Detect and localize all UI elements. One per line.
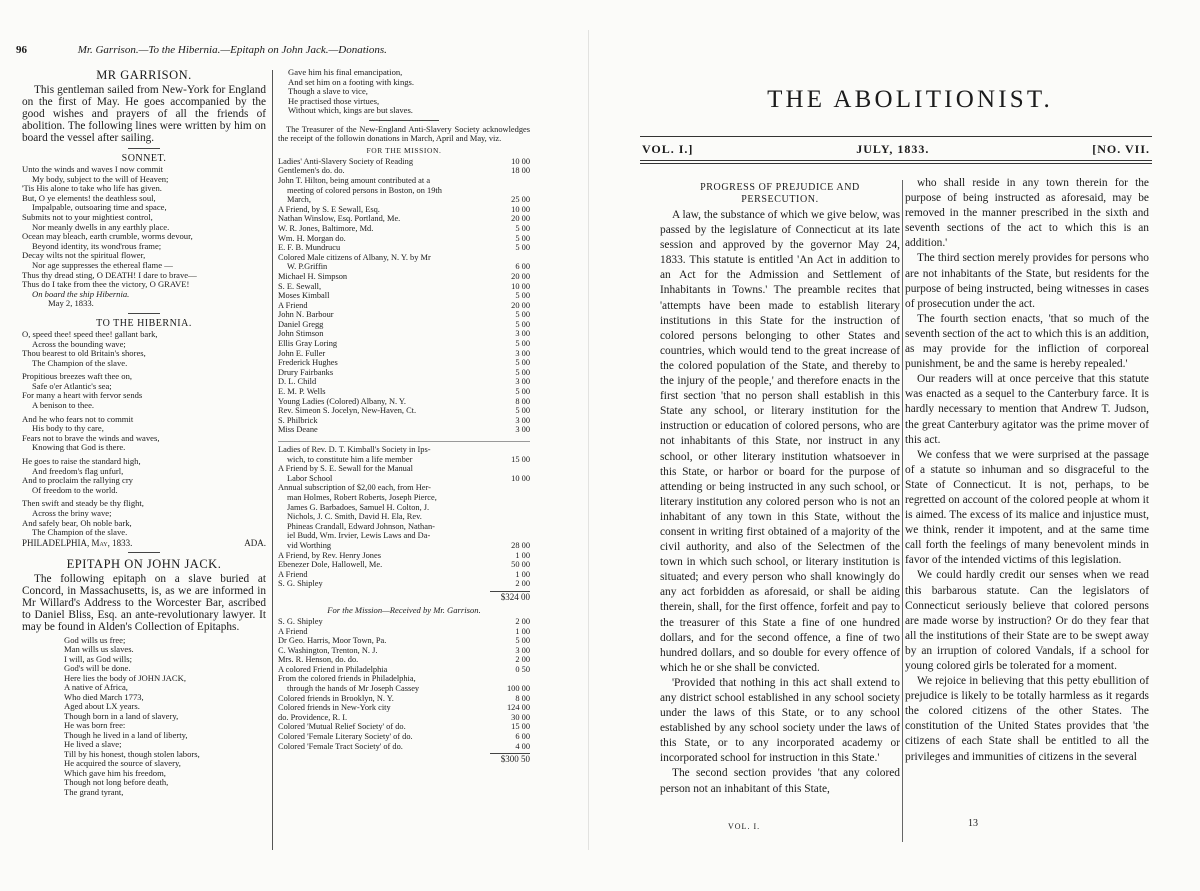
donor-name: John Stimson <box>278 329 324 339</box>
donation-row <box>278 674 530 684</box>
donation-amount: 5 00 <box>515 243 530 253</box>
divider <box>128 313 160 314</box>
donation-row <box>278 272 530 282</box>
donation-amount: 3 00 <box>515 348 530 358</box>
hibernia-place-date: PHILADELPHIA, May, 1833. <box>22 537 133 548</box>
donation-row <box>278 387 530 397</box>
verse-line: The Champion of the slave. <box>32 357 128 368</box>
donation-amount <box>496 483 530 493</box>
article-paragraph: The second section provides 'that any colored person not an inhabitant of this State, <box>660 767 900 795</box>
donation-row <box>278 176 530 186</box>
sonnet-place: On board the ship Hibernia. <box>32 288 130 299</box>
donor-name: Labor School <box>287 473 333 483</box>
donation-row <box>278 722 530 732</box>
divider <box>128 552 160 553</box>
donation-row <box>278 339 530 349</box>
article-paragraph: We could hardly credit our senses when we read this barbarous statute. Can the legislators of Connecticut seriously believe that colored persons are made worse by instruction? Or do they fear that all the institutions of their State are to be swept away by an irruption of colored Vandals, if a school for young colored girls be tolerated for a moment. <box>905 569 1149 672</box>
donor-name: March, <box>287 195 311 205</box>
verse-line: Across the bounding wave; <box>32 338 126 349</box>
donation-row <box>278 684 530 694</box>
donor-name: wich, to constitute him a life member <box>287 454 413 464</box>
donations-list-3 <box>278 617 530 751</box>
article-paragraph: We confess that we were surprised at the passage of a statute so inhuman and so disgraceful to the State of Connecticut. It is not, perhaps, to be regretted on account of the colored people at whom it is aimed. The excess of its malice and injustice must, we think, render it impotent, and at the same time call forth the feelings of many benevolent minds in favor of the intended victims of this legislation. <box>905 448 1149 567</box>
donation-row <box>278 406 530 416</box>
donation-row <box>278 282 530 292</box>
donation-amount: 20 00 <box>511 214 530 224</box>
donation-row <box>278 234 530 244</box>
left-page <box>0 0 580 891</box>
donor-name: Gentlemen's do. do. <box>278 166 345 176</box>
donor-name: From the colored friends in Philadelphia, <box>278 674 416 684</box>
page-gutter <box>588 30 589 850</box>
donation-row <box>278 646 530 656</box>
verse-line: But, O ye elements! the deathless soul, <box>22 192 156 203</box>
verse-line: Thus thy dread sting, O DEATH! I dare to brave— <box>22 269 197 280</box>
donor-name: W. P.Griffin <box>287 262 328 272</box>
epitaph-line: The grand tyrant, <box>64 786 124 797</box>
verse-line: He goes to raise the standard high, <box>22 456 141 467</box>
donation-amount: 1 00 <box>515 550 530 560</box>
donation-row <box>278 397 530 407</box>
donor-name: Ladies' Anti-Slavery Society of Reading <box>278 156 414 166</box>
verse-line: 'Tis His alone to take who life has given. <box>22 183 162 194</box>
donation-amount: 28 00 <box>511 540 530 550</box>
verse-line: And to proclaim the rallying cry <box>22 475 133 486</box>
donation-row <box>278 665 530 675</box>
donor-name: meeting of colored persons in Boston, on 19th <box>287 185 442 195</box>
epitaph-line: Here lies the body of JOHN JACK, <box>64 672 186 683</box>
donation-row <box>278 655 530 665</box>
donation-amount: 10 00 <box>511 281 530 291</box>
donation-amount: 5 00 <box>515 223 530 233</box>
donor-name: S. E. Sewall, <box>278 281 322 291</box>
epitaph-line: Without which, kings are but slaves. <box>288 105 413 116</box>
donor-name: Nathan Winslow, Esq. Portland, Me. <box>278 214 401 224</box>
article-paragraph: We rejoice in believing that this petty ebullition of prejudice is likely to be totally harmless as it regards the colored citizens of the other States. The constitution of the United States provides that 'the citizens of each State shall be entitled to all the privileges and immunities of citizens in the several <box>905 675 1149 763</box>
epitaph-lines-continued <box>278 68 530 116</box>
donor-name: Daniel Gregg <box>278 319 324 329</box>
donation-row <box>278 368 530 378</box>
donation-row <box>278 474 530 484</box>
donation-row <box>278 425 530 435</box>
donor-name: Moses Kimball <box>278 291 330 301</box>
page-number: 96 <box>16 44 27 56</box>
donor-name: Ebenezer Dole, Hallowell, Me. <box>278 560 383 570</box>
donation-amount: 3 00 <box>515 377 530 387</box>
issue-line <box>642 142 1150 157</box>
epitaph-line: Till by his honest, though stolen labors, <box>64 748 200 759</box>
donation-amount: 3 00 <box>515 329 530 339</box>
donation-row <box>278 416 530 426</box>
donor-name: Colored friends in Brooklyn, N. Y. <box>278 693 394 703</box>
donation-amount: 5 00 <box>515 233 530 243</box>
donation-row <box>278 329 530 339</box>
donor-name: Mrs. R. Henson, do. do. <box>278 655 359 665</box>
donation-amount <box>496 493 530 503</box>
masthead-rule-bottom <box>640 160 1152 161</box>
donor-name: John E. Fuller <box>278 348 326 358</box>
donation-row <box>278 483 530 493</box>
epitaph-line: He acquired the source of slavery, <box>64 758 181 769</box>
donation-amount: 5 00 <box>515 319 530 329</box>
epitaph-line: He practised those virtues, <box>288 95 380 106</box>
donations-list-2 <box>278 441 530 589</box>
issue-number: [NO. VII. <box>1092 142 1150 156</box>
column-left-b <box>278 68 530 858</box>
hibernia-signature <box>22 538 266 548</box>
donation-amount: 30 00 <box>511 712 530 722</box>
column-left-a <box>22 66 266 856</box>
donor-name: S. Philbrick <box>278 415 318 425</box>
epitaph-line: God's will be done. <box>64 663 131 674</box>
sonnet-heading: SONNET. <box>121 153 167 164</box>
donation-amount: 25 00 <box>511 195 530 205</box>
verse-line: My body, subject to the will of Heaven; <box>32 173 169 184</box>
donor-name: Ladies of Rev. D. T. Kimball's Society in Ips- <box>278 445 431 454</box>
donation-row <box>278 320 530 330</box>
column-rule <box>902 180 903 842</box>
verse-line: And safely bear, Oh noble bark, <box>22 517 132 528</box>
donor-name: Nichols, J. C. Smith, David H. Ela, Rev. <box>287 512 422 522</box>
donation-amount: 10 00 <box>511 473 530 483</box>
verse-line: Submits not to your mightiest control, <box>22 211 153 222</box>
verse-line: Then swift and steady be thy flight, <box>22 498 144 509</box>
verse-line: O, speed thee! speed thee! gallant bark, <box>22 328 158 339</box>
donation-row <box>278 445 530 455</box>
donor-name: Wm. H. Morgan do. <box>278 233 346 243</box>
volume: VOL. I.] <box>642 142 694 156</box>
epitaph-line: Though born in a land of slavery, <box>64 710 179 721</box>
donation-row <box>278 503 530 513</box>
donation-amount <box>496 674 530 684</box>
epitaph-heading: EPITAPH ON JOHN JACK. <box>66 556 222 571</box>
donation-row <box>278 713 530 723</box>
donation-amount: 50 00 <box>511 560 530 570</box>
epitaph-line: He lived a slave; <box>64 739 122 750</box>
donation-amount: 3 00 <box>515 645 530 655</box>
donation-row <box>278 166 530 176</box>
donor-name: A Friend by S. E. Sewall for the Manual <box>278 464 413 474</box>
donation-row <box>278 551 530 561</box>
verse-line: Nor age suppresses the ethereal flame — <box>32 259 173 270</box>
epitaph-line: God wills us free; <box>64 634 126 645</box>
article-paragraph: A law, the substance of which we give below, was passed by the legislature of Connecticut at its late session and approved by the governor May 24, 1833. This statute is entitled 'An Act in addition to an Act for the Admission and Settlement of Inhabitants in Towns.' The preamble recites that 'attempts have been made to establish literary institutions in this State for the instruction of colored persons belonging to other States and countries, which would tend to the great increase of the colored population of the State, and thereby to the injury of the people,' and therefore enacts in the first section 'that no person shall establish in this State any school, or literary institution for the instruction or education of colored persons, who are not inhabitants of this State, nor instruct in any school, or other literary institution whatsoever in this State, or harbor or board for the purpose of attending or being instructed in any such school, or literary institution any colored person who is not an inhabitant of any town in this State, without the consent in writing first obtained of a majority of the civil authority, and also of the Selectmen of the town in which such school, or literary institution is situated; and every person who shall knowingly do any act forbidden as aforesaid, or shall be aiding therein, shall, for the first offence, forfeit and pay to the treasurer of this State a fine of one hundred dollars, and for the second offence, a fine of two hundred dollars, and so double for every offence of which he or she shall be convicted. <box>660 209 900 674</box>
donation-amount: 4 00 <box>515 741 530 751</box>
donation-row <box>278 358 530 368</box>
donation-amount: 15 00 <box>511 454 530 464</box>
verse-line: Ocean may bleach, earth crumble, worms devour, <box>22 231 193 242</box>
donation-row <box>278 262 530 272</box>
masthead: THE ABOLITIONIST. <box>767 86 1053 113</box>
donation-row <box>278 703 530 713</box>
article-column-2 <box>905 176 1149 846</box>
epitaph-line: Who died March 1773, <box>64 691 144 702</box>
donation-amount: 2 00 <box>515 655 530 665</box>
donation-row <box>278 742 530 752</box>
verse-line: Propitious breezes waft thee on, <box>22 371 133 382</box>
donor-name: S. G. Shipley <box>278 616 323 626</box>
signature-mark: VOL. I. <box>728 822 761 831</box>
donor-name: W. R. Jones, Baltimore, Md. <box>278 223 374 233</box>
donor-name: Ellis Gray Loring <box>278 339 338 349</box>
issue-date: JULY, 1833. <box>856 142 930 156</box>
epitaph-line: Man wills us slaves. <box>64 644 134 655</box>
donation-amount: 5 00 <box>515 636 530 646</box>
verse-line: Knowing that God is there. <box>32 442 126 453</box>
donation-amount: 5 00 <box>515 358 530 368</box>
donor-name: Phineas Crandall, Edward Johnson, Nathan- <box>287 521 435 531</box>
donor-name: Colored 'Mutual Relief Society' of do. <box>278 722 406 732</box>
donor-name: A colored Friend in Philadelphia <box>278 664 388 674</box>
running-title: Mr. Garrison.—To the Hibernia.—Epitaph on John Jack.—Donations. <box>77 44 387 56</box>
donation-amount <box>496 253 530 263</box>
divider <box>128 148 160 149</box>
article-col1-paragraphs <box>660 208 900 797</box>
epitaph-line: A native of Africa, <box>64 682 128 693</box>
article-col2-paragraphs <box>905 176 1149 765</box>
donation-amount: 2 00 <box>515 579 530 589</box>
donation-row <box>278 541 530 551</box>
verse-line: Across the briny wave; <box>32 508 112 518</box>
donation-row <box>278 243 530 253</box>
verse-line: The Champion of the slave. <box>32 527 128 538</box>
verse-line: Safe o'er Atlantic's sea; <box>32 380 112 391</box>
donation-row <box>278 617 530 627</box>
donor-name: do. Providence, R. I. <box>278 712 348 722</box>
donation-amount <box>496 503 530 513</box>
garrison-text: This gentleman sailed from New-York for England on the first of May. He goes accompanied by the good wishes and prayers of all the friends of abolition. The following lines were written by him on board the vessel after sailing. <box>22 84 266 144</box>
donation-amount: 10 00 <box>511 156 530 166</box>
verse-line: Unto the winds and waves I now commit <box>22 164 164 174</box>
column-rule <box>272 70 273 850</box>
donations-section-garrison: For the Mission—Received by Mr. Garrison. <box>327 604 481 615</box>
donor-name: Colored Male citizens of Albany, N. Y. by Mr <box>278 252 431 262</box>
verse-line: His body to thy care, <box>32 423 104 434</box>
donations-total-2: $300 50 <box>490 753 530 764</box>
verse-line: And freedom's flag unfurl, <box>32 465 124 476</box>
donation-amount: 5 00 <box>515 387 530 397</box>
donation-row <box>278 732 530 742</box>
donor-name: John T. Hilton, being amount contributed at a <box>278 175 431 185</box>
donation-row <box>278 214 530 224</box>
running-header <box>16 44 387 56</box>
epitaph-line: Though a slave to vice, <box>288 86 368 97</box>
donation-row <box>278 627 530 637</box>
masthead-rule-top <box>640 136 1152 137</box>
donor-name: E. M. P. Wells <box>278 387 326 397</box>
donation-row <box>278 522 530 532</box>
article-title: PROGRESS OF PREJUDICE AND PERSECUTION. <box>700 182 860 205</box>
article-paragraph: Our readers will at once perceive that this statute was enacted as a sequel to the Canterbury farce. It is hardly necessary to mention that Andrew T. Judson, the great Canterbury agitator was the prime mover of this act. <box>905 373 1149 446</box>
sonnet-date: May 2, 1833. <box>48 298 94 309</box>
donor-name: A Friend, by S. E Sewall, Esq. <box>278 204 380 214</box>
donation-amount: 8 00 <box>515 396 530 406</box>
donor-name: C. Washington, Trenton, N. J. <box>278 645 378 655</box>
donation-amount: 100 00 <box>506 684 530 694</box>
donor-name: Colored 'Female Literary Society' of do. <box>278 732 413 742</box>
donation-amount: 8 00 <box>515 693 530 703</box>
donation-amount: 6 00 <box>515 732 530 742</box>
donation-row <box>278 493 530 503</box>
donor-name: A Friend <box>278 569 308 579</box>
donation-row <box>278 579 530 589</box>
hibernia-heading: TO THE HIBERNIA. <box>96 317 192 329</box>
donor-name: Drury Fairbanks <box>278 367 334 377</box>
donation-amount: 124 00 <box>506 703 530 713</box>
donation-row <box>278 560 530 570</box>
article-column-1 <box>660 182 900 852</box>
donation-amount: 10 00 <box>511 204 530 214</box>
epitaph-line: I will, as God wills; <box>64 653 133 664</box>
donor-name: John N. Barbour <box>278 310 334 320</box>
epitaph-line: Though he lived in a land of liberty, <box>64 729 188 740</box>
verse-line: Thou bearest to old Britain's shores, <box>22 348 146 359</box>
article-paragraph: The fourth section enacts, 'that so much of the seventh section of the act to which this is an addition, as may provide for the infliction of corporeal punishment, be and the same is hereby repealed.' <box>905 312 1149 371</box>
donation-amount: 15 00 <box>511 722 530 732</box>
donation-row <box>278 531 530 541</box>
verse-line: Fears not to brave the winds and waves, <box>22 432 160 443</box>
donation-amount: 6 00 <box>515 262 530 272</box>
donor-name: vid Worthing <box>287 540 332 550</box>
donation-amount <box>496 186 530 196</box>
article-paragraph: The third section merely provides for persons who are not inhabitants of the State, but residents for the purpose of being instructed, being witnesses in cases of prosecution under the act. <box>905 252 1149 310</box>
donor-name: A Friend <box>278 626 308 636</box>
donor-name: James G. Barbadoes, Samuel H. Colton, J. <box>287 502 430 512</box>
donation-row <box>278 195 530 205</box>
article-paragraph: who shall reside in any town therein for the purpose of being instructed as aforesaid, may be removed in the manner prescribed in the sixth and seventh sections of the act to which this is an addition.' <box>905 177 1149 250</box>
donation-row <box>278 291 530 301</box>
donor-name: Michael H. Simpson <box>278 271 348 281</box>
donor-name: Dr Geo. Harris, Moor Town, Pa. <box>278 636 387 646</box>
donation-amount: 5 00 <box>515 406 530 416</box>
donor-name: Colored 'Female Tract Society' of do. <box>278 741 403 751</box>
epitaph-line: Aged about LX years. <box>64 701 140 712</box>
donation-amount: 3 00 <box>515 415 530 425</box>
donation-amount: 18 00 <box>511 166 530 176</box>
donation-row <box>278 377 530 387</box>
donor-name: Rev. Simeon S. Jocelyn, New-Haven, Ct. <box>278 406 417 416</box>
article-paragraph: 'Provided that nothing in this act shall extend to any district school established in any school society under the laws of this State, or to any school established by any school society under the laws of this State, or to any incorporated academy or incorporated school for instruction in this State.' <box>660 676 900 765</box>
epitaph-line: Though not long before death, <box>64 777 169 788</box>
hibernia-author: ADA. <box>244 537 266 548</box>
epitaph-line: He was born free: <box>64 720 126 731</box>
verse-line: Thus do I take from thee the victory, O GRAVE! <box>22 279 190 290</box>
donations-list-1 <box>278 157 530 435</box>
donation-amount <box>496 445 530 455</box>
donation-amount: 5 00 <box>515 367 530 377</box>
divider <box>369 120 439 121</box>
donations-total-1: $324 00 <box>490 591 530 602</box>
donation-row <box>278 253 530 263</box>
donation-row <box>278 512 530 522</box>
donation-row <box>278 349 530 359</box>
verse-line: A benison to thee. <box>32 400 95 411</box>
donor-name: Annual subscription of $2,00 each, from Her- <box>278 483 431 493</box>
donation-amount <box>496 531 530 541</box>
donor-name: through the hands of Mr Joseph Cassey <box>287 684 420 694</box>
donations-section-mission: FOR THE MISSION. <box>366 145 442 155</box>
donation-amount: 1 00 <box>515 569 530 579</box>
donor-name: Colored friends in New-York city <box>278 703 391 713</box>
donation-row <box>278 455 530 465</box>
donor-name: D. L. Child <box>278 377 317 387</box>
donation-amount: 5 00 <box>515 310 530 320</box>
sonnet-lines <box>22 165 266 290</box>
donor-name: E. F. B. Mundrucu <box>278 243 341 253</box>
epitaph-line: Which gave him his freedom, <box>64 767 166 778</box>
donation-amount <box>496 464 530 474</box>
donations-intro: The Treasurer of the New-England Anti-Slavery Society acknowledges the receipt of the followin donations in March, April and May, viz. <box>278 124 530 144</box>
donation-amount <box>496 512 530 522</box>
donation-amount: 0 50 <box>515 664 530 674</box>
page-number: 13 <box>968 818 978 829</box>
donor-name: man Holmes, Robert Roberts, Joseph Pierce, <box>287 492 437 502</box>
masthead-rule-bottom-2 <box>640 163 1152 164</box>
verse-line: And he who fears not to commit <box>22 413 134 424</box>
right-page <box>600 0 1200 891</box>
epitaph-lines <box>22 636 266 798</box>
epitaph-line: Gave him his final emancipation, <box>288 68 403 77</box>
donation-row <box>278 570 530 580</box>
donation-row <box>278 157 530 167</box>
donor-name: S. G. Shipley <box>278 579 323 589</box>
donation-amount: 20 00 <box>511 271 530 281</box>
donation-amount: 5 00 <box>515 291 530 301</box>
donation-amount: 3 00 <box>515 425 530 435</box>
donor-name: A Friend <box>278 300 308 310</box>
donation-row <box>278 694 530 704</box>
verse-line: For many a heart with fervor sends <box>22 390 143 401</box>
hibernia-lines <box>22 330 266 538</box>
donation-row <box>278 205 530 215</box>
epitaph-line: And set him on a footing with kings. <box>288 76 415 87</box>
verse-line: Decay wilts not the spiritual flower, <box>22 250 146 261</box>
donor-name: Young Ladies (Colored) Albany, N. Y. <box>278 396 406 406</box>
verse-line: Nor meanly dwells in any earthly place. <box>32 221 170 232</box>
donation-row <box>278 301 530 311</box>
garrison-heading: MR GARRISON. <box>96 68 192 82</box>
donation-amount: 20 00 <box>511 300 530 310</box>
donor-name: Frederick Hughes <box>278 358 338 368</box>
donation-row <box>278 186 530 196</box>
donation-amount: 1 00 <box>515 626 530 636</box>
donation-row <box>278 310 530 320</box>
donor-name: Miss Deane <box>278 425 318 435</box>
epitaph-text: The following epitaph on a slave buried at Concord, in Massachusetts, is, as we are informed in Mr Willard's Address to the Worcester Bar, ascribed to Daniel Bliss, Esq. an ante-revolutionary lawyer. It may be found in Alden's Collection of Epitaphs. <box>22 572 266 633</box>
verse-line: Impalpable, outsoaring time and space, <box>32 202 167 213</box>
donation-amount <box>496 176 530 186</box>
verse-line: Of freedom to the world. <box>32 484 118 495</box>
donation-row <box>278 464 530 474</box>
donation-row <box>278 224 530 234</box>
donation-amount: 2 00 <box>515 616 530 626</box>
verse-line: Beyond identity, its wond'rous frame; <box>32 240 162 251</box>
donor-name: iel Budd, Wm. Irvier, Lewis Laws and Da- <box>287 531 431 541</box>
donation-row <box>278 636 530 646</box>
donation-amount: 5 00 <box>515 339 530 349</box>
donor-name: A Friend, by Rev. Henry Jones <box>278 550 381 560</box>
donation-amount <box>496 522 530 532</box>
